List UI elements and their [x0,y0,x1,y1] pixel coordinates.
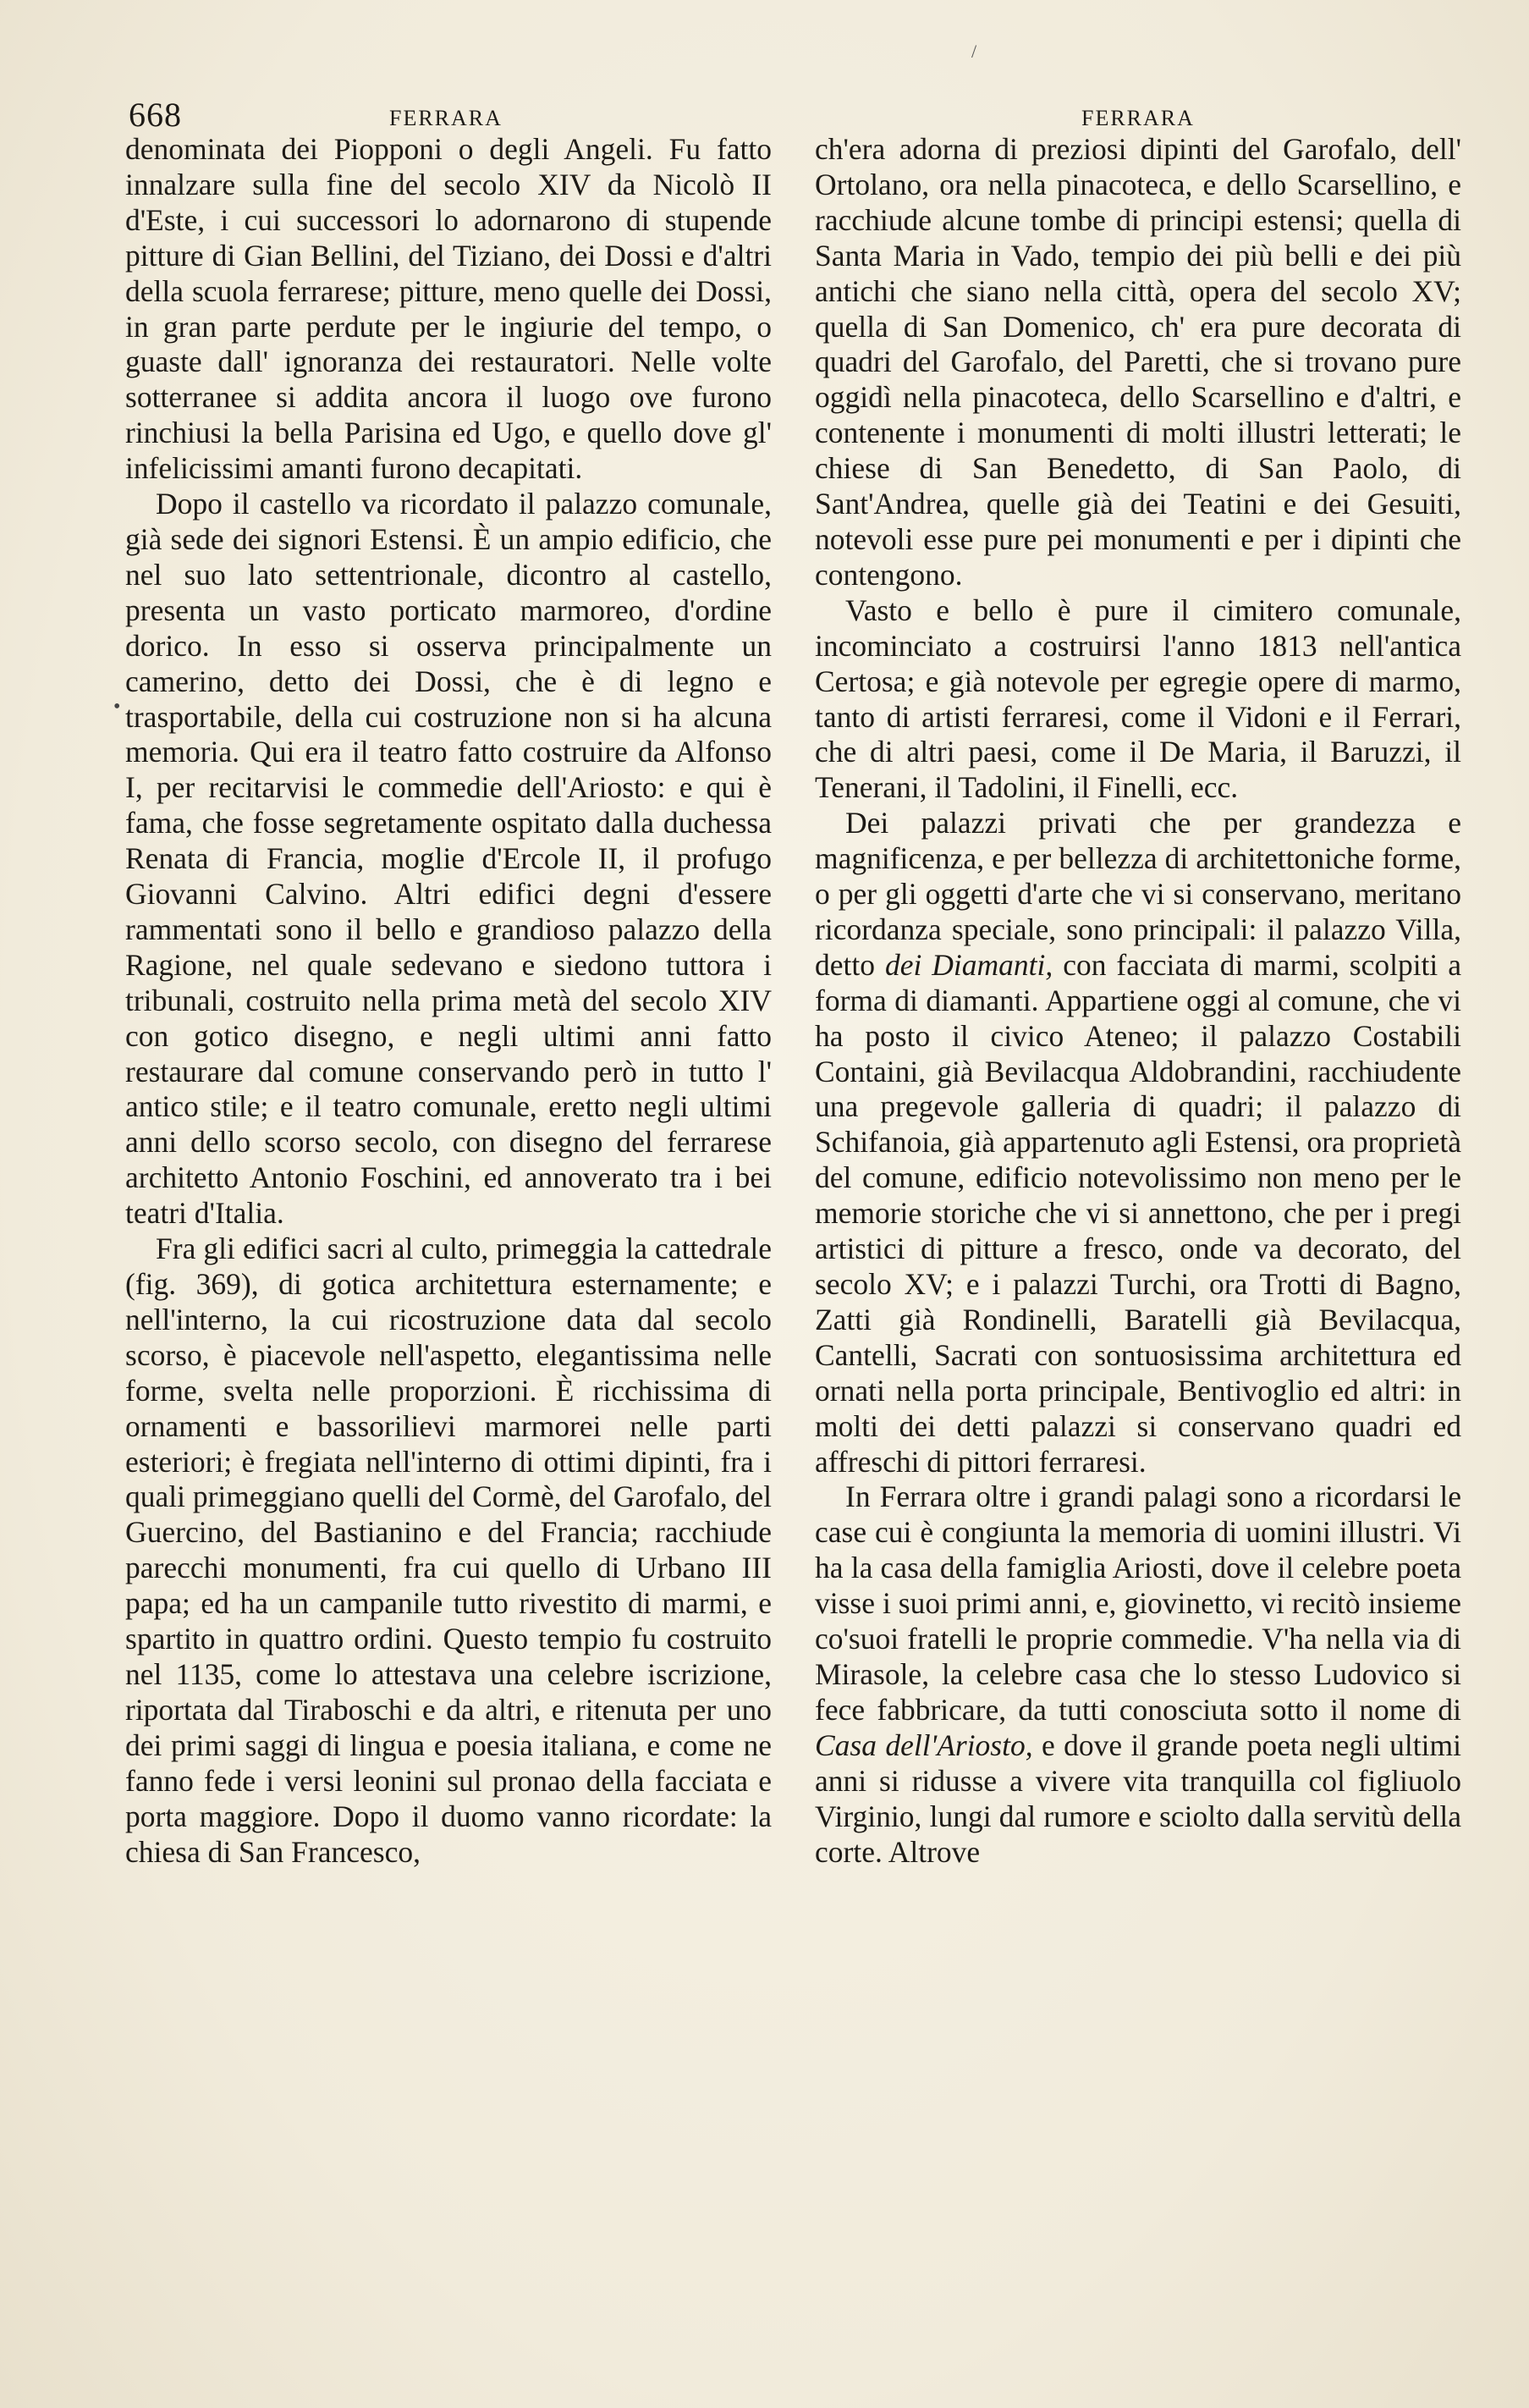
case-text-start: In Ferrara oltre i grandi palagi sono a ricordarsi le case cui è congiunta la memoria di uomini illustri. Vi ha la casa della famiglia Ariosti, dove il celebre poeta visse i suoi primi anni, e, giovinetto, vi recitò insieme co'suoi fratelli le proprie commedie. V'ha nella via di Mirasole, la celebre casa che lo stesso Ludovico si fece fabbricare, da tutti conosciuta sotto il nome di [815,1480,1461,1727]
margin-mark: / [971,41,977,62]
casa-ariosto-italic: Casa dell'Ariosto, [815,1727,1033,1762]
paragraph-palazzi-privati [815,806,1461,1480]
left-column [125,132,772,1870]
paragraph-palazzo-comunale: Dopo il castello va ricordato il palazzo comunale, già sede dei signori Estensi. È un ampio edificio, che nel suo lato settentrionale, dicontro al castello, presenta un vasto porticato marmoreo, d'ordine dorico. In esso si osserva principalmente un camerino, detto dei Dossi, che è di legno e trasportabile, della cui costruzione non si ha alcuna memoria. Qui era il teatro fatto costruire da Alfonso I, per recitarvisi le commedie dell'Ariosto: e qui è fama, che fosse segretamente ospitato dalla duchessa Renata di Francia, moglie d'Ercole II, il profugo Giovanni Calvino. Altri edifici degni d'essere rammentati sono il bello e grandioso palazzo della Ragione, nel quale sedevano e siedono tuttora i tribunali, costruito nella prima metà del secolo XIV con gotico disegno, e negli ultimi anni fatto restaurare dal comune conservando però in tutto l' antico stile; e il teatro comunale, eretto negli ultimi anni dello scorso secolo, con disegno del ferrarese architetto Antonio Foschini, ed annoverato tra i bei teatri d'Italia. [125,487,772,1231]
palazzi-text-start: Dei palazzi privati che per grandezza e magnificenza, e per bellezza di architettoniche forme, o per gli oggetti d'arte che vi si conservano, meritano ricordanza speciale, sono principali: il palazzo Villa, detto [815,806,1461,982]
case-text-end: e dove il grande poeta negli ultimi anni si ridusse a vivere vita tranquilla col figliuolo Virginio, lungi dal rumore e sciolto dalla servitù della corte. Altrove [815,1727,1461,1869]
paragraph-chiese: ch'era adorna di preziosi dipinti del Garofalo, dell' Ortolano, ora nella pinacoteca, e dello Scarsellino, e racchiude alcune tombe di principi estensi; quella di Santa Maria in Vado, tempio dei più belli e dei più antichi che siano nella città, opera del secolo XV; quella di San Domenico, ch' era pure decorata di quadri del Garofalo, del Paretti, che si trovano pure oggidì nella pinacoteca, dello Scarsellino e d'altri, e contenente i monumenti di molti illustri letterati; le chiese di San Benedetto, di San Paolo, di Sant'Andrea, quelle già dei Teatini e dei Gesuiti, notevoli esse pure pei monumenti e per i dipinti che contengono. [815,132,1461,592]
right-column [815,132,1461,1870]
page-number: 668 [129,96,182,134]
paragraph-cimitero: Vasto e bello è pure il cimitero comunale, incominciato a costruirsi l'anno 1813 nell'antica Certosa; e già notevole per egregie opere di marmo, tanto di artisti ferraresi, come il Vidoni e il Ferrari, che di altri paesi, come il De Maria, il Baruzzi, il Tenerani, il Tadolini, il Finelli, ecc. [815,592,1461,805]
running-head-left: FERRARA [389,106,503,130]
paragraph-castello-continuation: denominata dei Piopponi o degli Angeli. Fu fatto innalzare sulla fine del secolo XIV da Nicolò II d'Este, i cui successori lo adornarono di stupende pitture di Gian Bellini, del Tiziano, dei Dossi e d'altri della scuola ferrarese; pitture, meno quelle dei Dossi, in gran parte perdute per le ingiurie del tempo, o guaste dall' ignoranza dei restauratori. Nelle volte sotterranee si addita ancora il luogo ove furono rinchiusi la bella Parisina ed Ugo, e quello dove gl' infelicissimi amanti furono decapitati. [125,132,772,486]
palazzo-diamanti-italic: dei Diamanti, [884,947,1053,982]
running-head-right: FERRARA [1081,106,1195,130]
paragraph-cattedrale: Fra gli edifici sacri al culto, primeggia la cattedrale (fig. 369), di gotica architettura esternamente; e nell'interno, la cui ricostruzione data dal secolo scorso, è piacevole nell'aspetto, elegantissima nelle forme, svelta nelle proporzioni. È ricchissima di ornamenti e bassorilievi marmorei nelle parti esteriori; è fregiata nell'interno di ottimi dipinti, fra i quali primeggiano quelli del Cormè, del Garofalo, del Guercino, del Bastianino e del Francia; racchiude parecchi monumenti, fra cui quello di Urbano III papa; ed ha un campanile tutto rivestito di marmi, e spartito in quattro ordini. Questo tempio fu costruito nel 1135, come lo attestava una celebre iscrizione, riportata dal Tiraboschi e da altri, e ritenuta per uno dei primi saggi di lingua e poesia italiana, e come ne fanno fede i versi leonini sul pronao della facciata e porta maggiore. Dopo il duomo vanno ricordate: la chiesa di San Francesco, [125,1232,773,1869]
paragraph-case-illustri [815,1480,1461,1870]
palazzi-text-end: con facciata di marmi, scolpiti a forma di diamanti. Appartiene oggi al comune, che vi ha posto il civico Ateneo; il palazzo Costabili Containi, già Bevilacqua Aldobrandini, racchiudente una pregevole galleria di quadri; il palazzo di Schifanoia, già appartenuto agli Estensi, ora proprietà del comune, edificio notevolissimo non meno per le memorie storiche che vi si annettono, che per i pregi artistici di pitture a fresco, onde va decorato, del secolo XV; e i palazzi Turchi, ora Trotti di Bagno, Zatti già Rondinelli, Baratelli già Bevilacqua, Cantelli, Sacrati con sontuosissima architettura ed ornati nella porta principale, Bentivoglio ed altri: in molti dei detti palazzi si conservano quadri ed affreschi di pittori ferraresi. [815,947,1461,1479]
margin-dot: • [113,696,121,718]
